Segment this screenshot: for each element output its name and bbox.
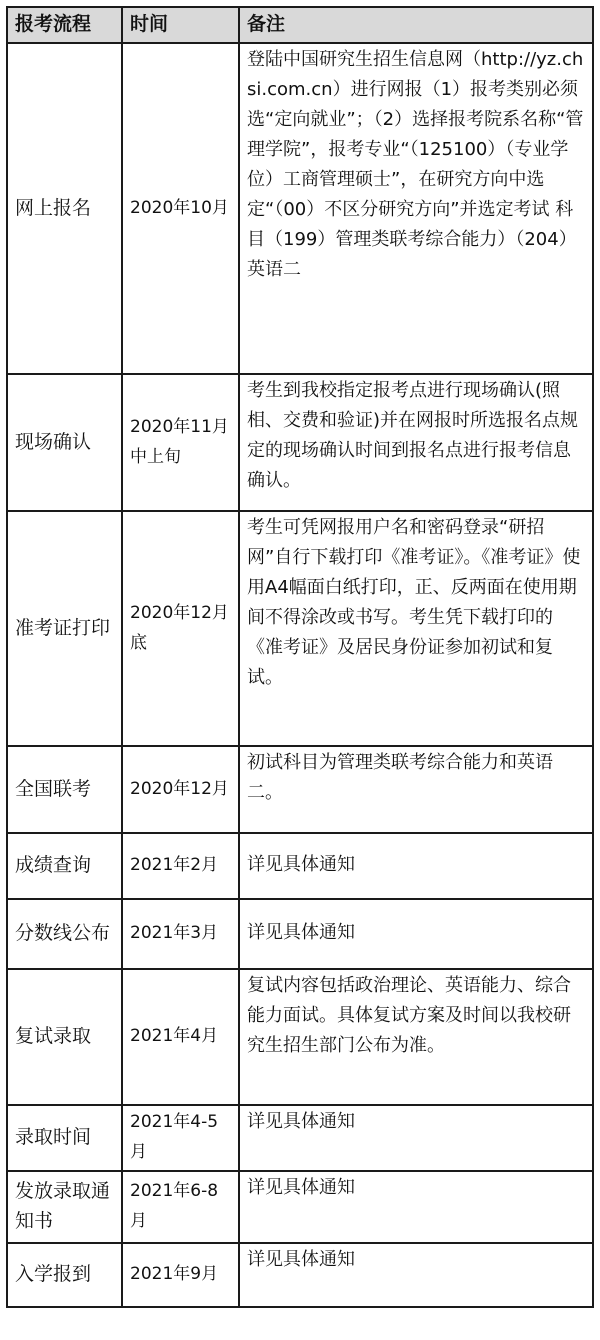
note-cell: 详见具体通知 (239, 833, 593, 899)
table-row (7, 833, 593, 899)
header-note: 备注 (239, 7, 593, 43)
note-cell: 初试科目为管理类联考综合能力和英语二。 (239, 746, 593, 833)
time-cell: 2021年4-5月 (122, 1105, 239, 1171)
table-row (7, 511, 593, 746)
table-row (7, 43, 593, 374)
time-cell: 2020年12月 (122, 746, 239, 833)
stage-cell: 现场确认 (7, 374, 122, 511)
time-cell: 2021年2月 (122, 833, 239, 899)
stage-cell: 复试录取 (7, 969, 122, 1105)
note-cell: 详见具体通知 (239, 1171, 593, 1243)
header-stage: 报考流程 (7, 7, 122, 43)
table-row (7, 1243, 593, 1307)
stage-cell: 网上报名 (7, 43, 122, 374)
time-cell: 2021年4月 (122, 969, 239, 1105)
table-row (7, 746, 593, 833)
table-header-row (7, 7, 593, 43)
table-row (7, 374, 593, 511)
note-cell: 详见具体通知 (239, 899, 593, 969)
time-cell: 2021年9月 (122, 1243, 239, 1307)
note-cell: 登陆中国研究生招生信息网（http://yz.chsi.com.cn）进行网报（1）报考类别必须选“定向就业”；（2）选择报考院系名称“管理学院”，报考专业“（125100）（专业学位）工商管理硕士”，在研究方向中选定“（00）不区分研究方向”并选定考试 科目（199）管理类联考综合能力）（204）英语二 (239, 43, 593, 374)
time-cell: 2020年11月中上旬 (122, 374, 239, 511)
note-cell: 考生到我校指定报考点进行现场确认(照相、交费和验证)并在网报时所选报名点规定的现场确认时间到报名点进行报考信息确认。 (239, 374, 593, 511)
time-cell: 2021年3月 (122, 899, 239, 969)
stage-cell: 入学报到 (7, 1243, 122, 1307)
time-cell: 2021年6-8月 (122, 1171, 239, 1243)
table-row (7, 1105, 593, 1171)
note-cell: 详见具体通知 (239, 1105, 593, 1171)
table-row (7, 969, 593, 1105)
table-row (7, 899, 593, 969)
note-cell: 复试内容包括政治理论、英语能力、综合能力面试。具体复试方案及时间以我校研究生招生部门公布为准。 (239, 969, 593, 1105)
time-cell: 2020年12月底 (122, 511, 239, 746)
stage-cell: 全国联考 (7, 746, 122, 833)
header-time: 时间 (122, 7, 239, 43)
note-cell: 考生可凭网报用户名和密码登录“研招网”自行下载打印《准考证》。《准考证》使用A4幅面白纸打印，正、反两面在使用期间不得涂改或书写。考生凭下载打印的《准考证》及居民身份证参加初试和复试。 (239, 511, 593, 746)
stage-cell: 准考证打印 (7, 511, 122, 746)
admission-schedule-table (6, 6, 594, 1308)
stage-cell: 发放录取通知书 (7, 1171, 122, 1243)
table-row (7, 1171, 593, 1243)
stage-cell: 分数线公布 (7, 899, 122, 969)
stage-cell: 录取时间 (7, 1105, 122, 1171)
stage-cell: 成绩查询 (7, 833, 122, 899)
note-cell: 详见具体通知 (239, 1243, 593, 1307)
time-cell: 2020年10月 (122, 43, 239, 374)
